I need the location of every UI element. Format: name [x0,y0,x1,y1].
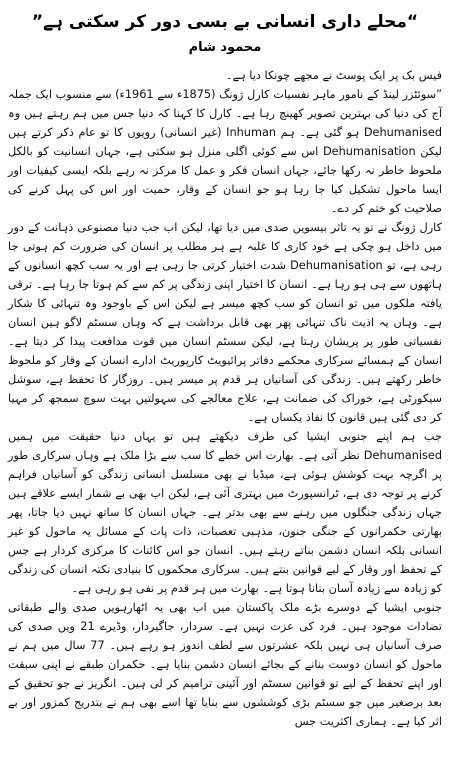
article-paragraph: ”سوئٹزر لینڈ کے نامور ماہر نفسیات کارل ژونگ (1875ء سے 1961ء) سے منسوب ایک جملہ آج کی دنیا کی بہترین تصویر کھینچ رہا ہے۔ کارل کا کہنا کہ دنیا جس میں ہم رہتے ہیں وہ Dehumanised ہو گئی ہے۔ ہم Inhuman (غیر انسانی) رویوں کا تو عام ذکر کرتے ہیں لیکن Dehumanisation اس سے کوئی اگلی منزل ہو سکتی ہے، جہاں انسانیت کو بالکل ملحوظ خاطر نہ رکھا جائے، جہاں انسان فکر و عمل کا مرکز نہ رہے بلکہ ایسی کیفیات اور ایسا ماحول تشکیل کیا جا رہا ہو جو انسان کے وقار، حمیت اور اس کی پہل کرنے کی صلاحیت کو ختم کر دے۔ [8,88,443,215]
article-paragraph: فیس بک پر ایک پوسٹ نے مجھے چونکا دیا ہے۔ [225,69,442,82]
article-headline: “محلے داری انسانی بے بسی دور کر سکتی ہے” [31,12,419,32]
article-body [8,66,442,731]
article-paragraph: کارل ژونگ نے تو یہ تاثر بیسویں صدی میں دیا تھا، لیکن اب جب دنیا مصنوعی ذہانت کے دور میں داخل ہو چکی ہے خود کاری کا غلبہ ہے ہر مطلب پر انسان کی ضرورت کم ہوتی جا رہی ہے، تو Dehumanisation شدت اختیار کرتی جا رہی ہے اور یہ سب کچھ انسانوں کے ہاتھوں سے ہی ہو رہا ہے۔ انسان کا اختیار اپنی زندگی پر کم سے کم ہوتا جا رہا ہے۔ ترقی یافتہ ملکوں میں تو انسان کو سب کچھ میسر ہے لیکن اس کے باوجود وہ تنہائی کا شکار ہے۔ وہاں یہ اذیت ناک تنہائی پھر بھی قابل برداشت ہے کہ وہاں سسٹم لاگو ہیں انسان نفسیاتی طور پر پریشان رہتا ہے، لیکن سسٹم انسان میں قوت مدافعت پیدا کر دیتا ہے۔ انسان کے ہمسائے سرکاری محکمے دفاتر پرائیویٹ کارپوریٹ ادارے انسان کے وقار کو ملحوظ خاطر رکھتے ہیں۔ زندگی کی آسانیاں ہر قدم پر میسر ہیں۔ روزگار کا تحفظ ہے، سوشل سیکورٹی ہے، خوراک کی ضمانت ہے، علاج معالجے کی سہولتیں بہت سوچ سمجھ کر مہیا کر دی گئی ہیں قانون کا نفاذ یکساں ہے۔ [8,221,442,424]
article-paragraph: جنوبی ایشیا کے دوسرے بڑے ملک پاکستان میں اب بھی یہ اٹھارہویں صدی والے طبقاتی تضادات موجود ہیں۔ فرد کی عزت نہیں ہے۔ سردار، جاگیردار، وڈیرے 21 ویں صدی کی صرف آسانیاں ہی نہیں بلکہ عشرتوں سے لطف اندوز ہو رہے ہیں۔ 77 سال میں ہم نے ماحول کو انسان دوست بنانے کے بجائے انسان دشمن بنایا ہے۔ حکمران طبقے نے اپنی سبقت اور اپنے تحفظ کے لیے تو قوانین سسٹم اور آئینی ترامیم کر لی ہیں۔ انگریز نے جو تحقیق کے بعد برصغیر میں جو سسٹم بڑی کوششوں سے بنایا تھا اسے بھی ہم نے بتدریج کمزور اور بے اثر کیا ہے۔ ہماری اکثریت جس [8,601,442,728]
article-paragraph: جب ہم اپنے جنوبی ایشیا کی طرف دیکھتے ہیں تو یہاں دنیا حقیقت میں ہمیں Dehumanised نظر آتی ہے۔ بھارت اس خطے کا سب سے بڑا ملک ہے وہاں سرکاری طور پر اگرچہ بہت کوشش ہوئی ہے، میڈیا نے بھی مسلسل انسانی زندگی کو آسانیاں فراہم کرنے پر توجہ دی ہے، ٹرانسپورٹ میں بہتری آئی ہے، لیکن اب بھی بے شمار ایسے علاقے ہیں جہاں زندگی جنگلوں میں رہنے سے بھی بدتر ہے۔ جہاں انسان کا ساتھ نہیں دیا جاتا، پھر بھارتی حکمرانوں کے جنگی جنون، مذہبی تعصبات، ذات پات کے مسائل یہ ماحول کو غیر انسانی بلکہ انسان دشمن بناتے رہتے ہیں۔ انسان جو اس کائنات کا مرکزی کردار ہے جس کے تحفظ اور وقار کے لیے قوانین بنتے ہیں۔ سرکاری محکموں کا بنیادی نکتہ انسان کی زندگی کو زیادہ سے زیادہ آسان بنانا ہوتا ہے۔ بھارت میں ہر قدم پر نفی ہو رہی ہے۔ [8,430,442,595]
article-author: محمود شام [188,40,262,55]
